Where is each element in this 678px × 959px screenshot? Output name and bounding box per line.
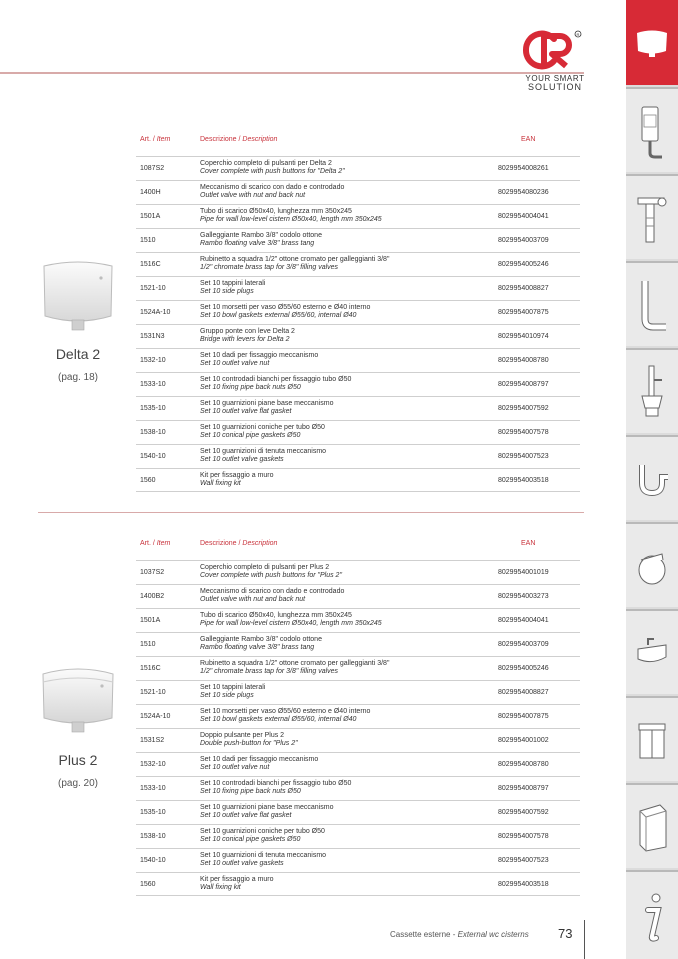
description-en: Rambo floating valve 3/8" brass tang	[200, 644, 315, 651]
section-separator	[38, 512, 584, 513]
table-row	[136, 204, 580, 228]
description-en: Set 10 bowl gaskets external Ø55/60, internal Ø40	[200, 716, 357, 723]
plus2-cistern-image	[38, 660, 118, 740]
sidebar-item-cistern[interactable]	[626, 0, 678, 85]
description-it: Set 10 guarnizioni coniche per tubo Ø50	[200, 828, 325, 835]
description-en: Set 10 outlet valve flat gasket	[200, 408, 292, 415]
plus2-table-body	[136, 560, 580, 896]
category-sidebar	[626, 0, 678, 959]
washbasin-icon	[632, 623, 672, 683]
description-it: Kit per fissaggio a muro	[200, 876, 274, 883]
item-code: 1532-10	[140, 761, 166, 768]
table-row	[136, 372, 580, 396]
table-row	[136, 276, 580, 300]
sidebar-item-fill-valve[interactable]	[626, 174, 678, 259]
header-desc-it: Descrizione	[200, 540, 237, 547]
item-code: 1501A	[140, 617, 161, 624]
description-it: Set 10 controdadi bianchi per fissaggio tubo Ø50	[200, 376, 352, 383]
header-desc-en: Description	[242, 136, 278, 143]
description-it: Set 10 controdadi bianchi per fissaggio tubo Ø50	[200, 780, 352, 787]
description-it: Set 10 dadi per fissaggio meccanismo	[200, 756, 319, 763]
fill-valve-icon	[632, 188, 672, 248]
header-slash: /	[236, 540, 243, 547]
table-row	[136, 468, 580, 492]
header-desc	[200, 540, 277, 547]
table-row	[136, 180, 580, 204]
header-slash: /	[236, 136, 243, 143]
ean-code: 8029954004041	[498, 213, 549, 220]
description-it: Galleggiante Rambo 3/8" codolo ottone	[200, 636, 322, 643]
description-it: Doppio pulsante per Plus 2	[200, 732, 285, 739]
item-code: 1521-10	[140, 285, 166, 292]
ean-code: 8029954007875	[498, 309, 549, 316]
ean-code: 8029954003518	[498, 881, 549, 888]
description-it: Coperchio completo di pulsanti per Plus 2	[200, 564, 330, 571]
item-code: 1540-10	[140, 453, 166, 460]
description-it: Galleggiante Rambo 3/8" codolo ottone	[200, 232, 322, 239]
table-row	[136, 156, 580, 180]
table-row	[136, 632, 580, 656]
description-en: Outlet valve with nut and back nut	[200, 192, 306, 199]
table-row	[136, 300, 580, 324]
table-row	[136, 228, 580, 252]
plus2-parts-table	[136, 538, 580, 896]
description-en: Double push-button for "Plus 2"	[200, 740, 298, 747]
cabinet-icon	[632, 710, 672, 770]
item-code: 1538-10	[140, 429, 166, 436]
siphon-icon	[632, 449, 672, 509]
cistern-icon	[632, 23, 672, 63]
sidebar-item-siphon[interactable]	[626, 435, 678, 520]
table-row	[136, 872, 580, 896]
item-code: 1560	[140, 477, 156, 484]
footer-divider	[584, 920, 585, 959]
item-code: 1531S2	[140, 737, 165, 744]
ean-code: 8029954008780	[498, 761, 549, 768]
plus2-title: Plus 2	[58, 752, 98, 768]
description-en: Set 10 outlet valve gaskets	[200, 456, 284, 463]
table-row	[136, 824, 580, 848]
sidebar-item-flush-valve[interactable]	[626, 348, 678, 433]
table-row	[136, 848, 580, 872]
ean-code: 8029954001019	[498, 569, 549, 576]
description-it: Tubo di scarico Ø50x40, lunghezza mm 350x245	[200, 208, 352, 215]
description-en: Set 10 side plugs	[200, 288, 254, 295]
header-slash: /	[150, 136, 157, 143]
description-en: Set 10 conical pipe gaskets Ø50	[200, 836, 301, 843]
item-code: 1540-10	[140, 857, 166, 864]
plus2-page-ref: (pag. 20)	[57, 778, 99, 789]
table-row	[136, 680, 580, 704]
description-it: Kit per fissaggio a muro	[200, 472, 274, 479]
item-code: 1533-10	[140, 785, 166, 792]
table-header	[136, 134, 580, 156]
item-code: 1560	[140, 881, 156, 888]
item-code: 1524A-10	[140, 309, 171, 316]
ean-code: 8029954008780	[498, 357, 549, 364]
description-it: Rubinetto a squadra 1/2" ottone cromato per galleggianti 3/8"	[200, 660, 390, 667]
header-art-it: Art.	[140, 540, 151, 547]
item-code: 1087S2	[140, 165, 165, 172]
sidebar-item-flush-pipe[interactable]	[626, 261, 678, 346]
ean-code: 8029954005246	[498, 261, 549, 268]
description-it: Coperchio completo di pulsanti per Delta 2	[200, 160, 332, 167]
description-en: Set 10 fixing pipe back nuts Ø50	[200, 384, 301, 391]
table-row	[136, 560, 580, 584]
ean-code: 8029954005246	[498, 665, 549, 672]
table-row	[136, 396, 580, 420]
header-art	[140, 540, 170, 547]
table-row	[136, 420, 580, 444]
table-row	[136, 444, 580, 468]
concealed-cistern-icon	[632, 101, 672, 161]
item-code: 1535-10	[140, 809, 166, 816]
item-code: 1524A-10	[140, 713, 171, 720]
table-row	[136, 776, 580, 800]
ean-code: 8029954001002	[498, 737, 549, 744]
description-en: Set 10 outlet valve gaskets	[200, 860, 284, 867]
sidebar-item-info[interactable]	[626, 870, 678, 959]
description-en: Cover complete with push buttons for "Delta 2"	[200, 168, 345, 175]
description-en: Rambo floating valve 3/8" brass tang	[200, 240, 315, 247]
flush-valve-icon	[632, 362, 672, 422]
item-code: 1510	[140, 641, 156, 648]
ean-code: 8029954007578	[498, 833, 549, 840]
delta2-parts-table	[136, 134, 580, 492]
ean-code: 8029954003709	[498, 641, 549, 648]
ean-code: 8029954004041	[498, 617, 549, 624]
item-code: 1535-10	[140, 405, 166, 412]
description-en: Wall fixing kit	[200, 480, 241, 487]
description-en: 1/2" chromate brass tap for 3/8" filling valves	[200, 264, 339, 271]
description-it: Set 10 guarnizioni di tenuta meccanismo	[200, 852, 327, 859]
item-code: 1037S2	[140, 569, 165, 576]
item-code: 1532-10	[140, 357, 166, 364]
delta2-cistern-image	[38, 256, 118, 336]
description-it: Set 10 morsetti per vaso Ø55/60 esterno e Ø40 interno	[200, 708, 371, 715]
description-en: Set 10 conical pipe gaskets Ø50	[200, 432, 301, 439]
item-code: 1531N3	[140, 333, 165, 340]
ean-code: 8029954008797	[498, 785, 549, 792]
tagline-line2: SOLUTION	[527, 82, 582, 92]
header-slash: /	[150, 540, 157, 547]
description-it: Set 10 tappini laterali	[200, 684, 266, 691]
sidebar-item-washbasin[interactable]	[626, 609, 678, 694]
header-desc	[200, 136, 277, 143]
info-icon	[632, 886, 672, 946]
description-it: Meccanismo di scarico con dado e controdado	[200, 588, 345, 595]
header-desc-it: Descrizione	[200, 136, 237, 143]
header-art	[140, 136, 170, 143]
ean-code: 8029954010974	[498, 333, 549, 340]
description-it: Set 10 guarnizioni piane base meccanismo	[200, 804, 334, 811]
cr-logo	[520, 28, 584, 72]
header-desc-en: Description	[242, 540, 278, 547]
description-en: Pipe for wall low-level cistern Ø50x40, length mm 350x245	[200, 620, 382, 627]
footer-label	[390, 930, 529, 939]
description-en: Set 10 side plugs	[200, 692, 254, 699]
ean-code: 8029954007523	[498, 857, 549, 864]
table-header	[136, 538, 580, 560]
table-row	[136, 584, 580, 608]
item-code: 1516C	[140, 665, 161, 672]
ean-code: 8029954007578	[498, 429, 549, 436]
description-it: Set 10 guarnizioni di tenuta meccanismo	[200, 448, 327, 455]
ean-code: 8029954008797	[498, 381, 549, 388]
delta2-page-ref: (pag. 18)	[57, 372, 99, 383]
description-en: Bridge with levers for Delta 2	[200, 336, 290, 343]
delta2-title: Delta 2	[55, 346, 101, 362]
footer-label-it: Cassette esterne -	[390, 930, 458, 939]
item-code: 1516C	[140, 261, 161, 268]
table-row	[136, 324, 580, 348]
description-it: Gruppo ponte con leve Delta 2	[200, 328, 295, 335]
header-ean: EAN	[521, 136, 536, 143]
footer-label-en: External wc cisterns	[457, 930, 529, 939]
svg-text:R: R	[576, 31, 580, 37]
table-row	[136, 348, 580, 372]
description-it: Set 10 dadi per fissaggio meccanismo	[200, 352, 319, 359]
ean-code: 8029954007875	[498, 713, 549, 720]
ean-code: 8029954080236	[498, 189, 549, 196]
item-code: 1533-10	[140, 381, 166, 388]
flush-pipe-icon	[632, 275, 672, 335]
table-row	[136, 252, 580, 276]
ean-code: 8029954007592	[498, 809, 549, 816]
tagline	[524, 74, 586, 92]
header-art-en: Item	[156, 540, 171, 547]
ean-code: 8029954003709	[498, 237, 549, 244]
ean-code: 8029954008827	[498, 285, 549, 292]
table-row	[136, 608, 580, 632]
table-row	[136, 656, 580, 680]
item-code: 1400B2	[140, 593, 165, 600]
table-row	[136, 728, 580, 752]
ean-code: 8029954007523	[498, 453, 549, 460]
sidebar-item-concealed-cistern[interactable]	[626, 87, 678, 172]
header-ean: EAN	[521, 540, 536, 547]
ean-code: 8029954008827	[498, 689, 549, 696]
description-it: Set 10 tappini laterali	[200, 280, 266, 287]
sidebar-item-toilet-seat[interactable]	[626, 522, 678, 607]
description-en: Wall fixing kit	[200, 884, 241, 891]
item-code: 1538-10	[140, 833, 166, 840]
item-code: 1400H	[140, 189, 161, 196]
description-it: Set 10 guarnizioni coniche per tubo Ø50	[200, 424, 325, 431]
description-en: Set 10 outlet valve nut	[200, 764, 270, 771]
description-en: Outlet valve with nut and back nut	[200, 596, 306, 603]
description-en: Set 10 outlet valve flat gasket	[200, 812, 292, 819]
table-row	[136, 704, 580, 728]
item-code: 1521-10	[140, 689, 166, 696]
description-en: Set 10 bowl gaskets external Ø55/60, internal Ø40	[200, 312, 357, 319]
description-it: Set 10 morsetti per vaso Ø55/60 esterno e Ø40 interno	[200, 304, 371, 311]
description-en: Pipe for wall low-level cistern Ø50x40, length mm 350x245	[200, 216, 382, 223]
toilet-seat-icon	[632, 536, 672, 596]
header-art-it: Art.	[140, 136, 151, 143]
table-row	[136, 752, 580, 776]
delta2-table-body	[136, 156, 580, 492]
table-row	[136, 800, 580, 824]
description-en: Set 10 outlet valve nut	[200, 360, 270, 367]
tagline-line1: YOUR SMART	[525, 74, 585, 83]
ean-code: 8029954003273	[498, 593, 549, 600]
description-en: Set 10 fixing pipe back nuts Ø50	[200, 788, 301, 795]
shower-box-icon	[632, 797, 672, 857]
description-it: Meccanismo di scarico con dado e controdado	[200, 184, 345, 191]
header-art-en: Item	[156, 136, 171, 143]
sidebar-item-shower-box[interactable]	[626, 783, 678, 868]
description-it: Rubinetto a squadra 1/2" ottone cromato per galleggianti 3/8"	[200, 256, 390, 263]
ean-code: 8029954008261	[498, 165, 549, 172]
ean-code: 8029954003518	[498, 477, 549, 484]
description-it: Set 10 guarnizioni piane base meccanismo	[200, 400, 334, 407]
description-en: 1/2" chromate brass tap for 3/8" filling valves	[200, 668, 339, 675]
ean-code: 8029954007592	[498, 405, 549, 412]
sidebar-item-cabinet[interactable]	[626, 696, 678, 781]
page-number: 73	[558, 926, 573, 941]
header-rule	[0, 72, 584, 74]
item-code: 1501A	[140, 213, 161, 220]
description-en: Cover complete with push buttons for "Plus 2"	[200, 572, 342, 579]
item-code: 1510	[140, 237, 156, 244]
description-it: Tubo di scarico Ø50x40, lunghezza mm 350x245	[200, 612, 352, 619]
